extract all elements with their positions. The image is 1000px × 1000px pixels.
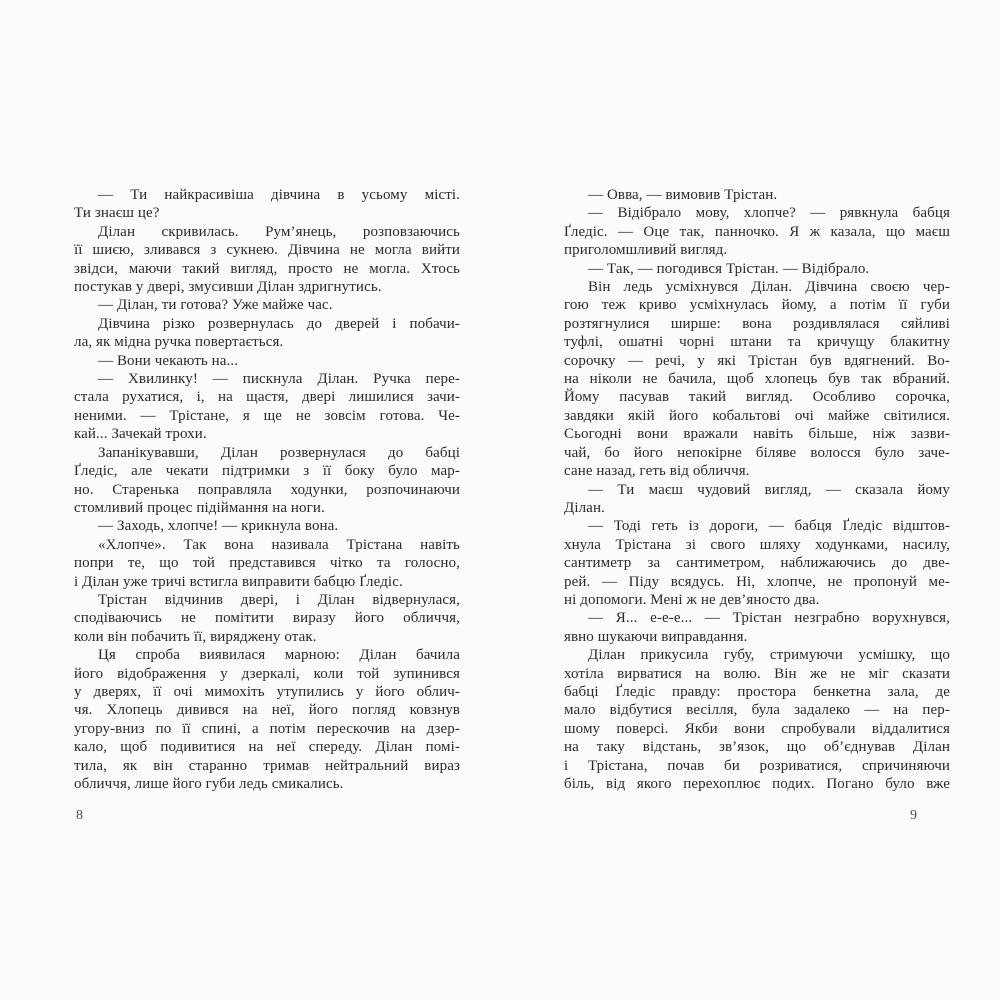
text-line: неними. — Трістане, я ще не зовсім готова. Че- bbox=[74, 407, 460, 424]
text-line: кай... Зачекай трохи. bbox=[74, 426, 207, 443]
text-line: сане назад, геть від обличчя. bbox=[564, 463, 750, 480]
text-line: завдяки якій його кобальтові очі майже світилися. bbox=[564, 407, 950, 424]
text-line: на ніколи не бачила, щоб хлопець був так вбраний. bbox=[564, 371, 950, 388]
text-line: тила, як він старанно тримав нейтральний вираз bbox=[74, 757, 460, 774]
text-line: коли він побачить її, виряджену отак. bbox=[74, 628, 317, 645]
text-line: Ділан прикусила губу, стримуючи усмішку, що bbox=[588, 647, 950, 664]
text-line: Ґледіс. — Оце так, панночко. Я ж казала, що маєш bbox=[564, 223, 950, 240]
page-number-right: 9 bbox=[910, 808, 917, 823]
text-line: Ділан. bbox=[564, 499, 605, 516]
text-line: Трістан відчинив двері, і Ділан відвернулася, bbox=[98, 591, 460, 608]
text-line: — Так, — погодився Трістан. — Відібрало. bbox=[588, 260, 870, 277]
text-line: — Відібрало мову, хлопче? — рявкнула бабця bbox=[588, 205, 950, 222]
text-line: на таку відстань, зв’язок, що об’єднував Ділан bbox=[564, 739, 950, 756]
text-line: угору-вниз по її спині, а потім перескочив на дзер- bbox=[74, 720, 460, 737]
text-line: гою теж криво усміхнулась йому, а потім її губи bbox=[564, 297, 950, 314]
text-line: но. Старенька поправляла ходунки, розпочинаючи bbox=[74, 481, 460, 498]
text-line: «Хлопче». Так вона називала Трістана навіть bbox=[98, 536, 460, 553]
text-line: Запанікувавши, Ділан розвернулася до бабці bbox=[98, 444, 460, 461]
text-line: Ґледіс, але чекати підтримки з її боку було мар- bbox=[74, 463, 460, 480]
text-line: біль, від якого перехоплює подих. Погано було вже bbox=[564, 776, 950, 792]
text-line: попри те, що той представився чітко та голосно, bbox=[74, 555, 460, 572]
text-line: — Ти маєш чудовий вигляд, — сказала йому bbox=[588, 481, 950, 498]
text-line: чай, бо його непокірне біляве волосся було заче- bbox=[564, 444, 950, 461]
text-line: — Вони чекають на... bbox=[98, 352, 239, 369]
text-line: рей. — Піду всядусь. Ні, хлопче, не пропонуй ме- bbox=[564, 573, 950, 590]
text-line: його відображення у дзеркалі, коли той зупинився bbox=[74, 665, 460, 682]
text-line: сорочку — речі, у які Трістан був вдягнений. Во- bbox=[564, 352, 950, 369]
text-line: сподіваючись не помітити виразу його обличчя, bbox=[74, 610, 460, 627]
text-line: — Тоді геть із дороги, — бабця Ґледіс відштов- bbox=[588, 518, 950, 535]
page-number-left: 8 bbox=[76, 808, 83, 823]
text-line: кало, щоб подивитися на неї спереду. Ділан помі- bbox=[74, 739, 460, 756]
text-line: розтягнулися ширше: вона роздивлялася сяйливі bbox=[564, 315, 950, 332]
text-line: туфлі, ошатні чорні штани та кричущу блакитну bbox=[564, 334, 950, 351]
text-line: звідси, маючи такий вигляд, просто не могла. Хтось bbox=[74, 260, 460, 277]
text-line: бабці Ґледіс правду: простора бенкетна зала, де bbox=[564, 683, 950, 700]
text-line: чя. Хлопець дивився на неї, його погляд ковзнув bbox=[74, 702, 460, 719]
text-line: Ти знаєш це? bbox=[74, 205, 160, 222]
text-line: шому поверсі. Якби вони спробували віддалитися bbox=[564, 720, 950, 737]
page-right-text bbox=[564, 186, 950, 793]
text-line: обличчя, лише його губи ледь смикались. bbox=[74, 776, 344, 792]
text-line: мало відбутися весілля, була задалеко — на пер- bbox=[564, 702, 950, 719]
text-line: Йому пасував такий вигляд. Особливо сорочка, bbox=[564, 389, 950, 406]
text-line: — Ділан, ти готова? Уже майже час. bbox=[98, 297, 333, 314]
text-line: її шиєю, зливався з сукнею. Дівчина не могла вийти bbox=[74, 242, 460, 259]
page-left-text bbox=[74, 186, 460, 793]
text-line: і Ділан уже тричі встигла виправити бабцю Ґледіс. bbox=[74, 573, 403, 590]
text-line: — Заходь, хлопче! — крикнула вона. bbox=[98, 518, 339, 535]
text-line: — Овва, — вимовив Трістан. bbox=[588, 187, 778, 203]
text-line: — Я... е-е-е... — Трістан незграбно ворухнувся, bbox=[588, 610, 950, 627]
text-line: хнула Трістана зі свого шляху ходунками, насилу, bbox=[564, 536, 950, 553]
text-line: сантиметр за сантиметром, наближаючись до две- bbox=[564, 555, 950, 572]
text-line: у дверях, її очі мимохіть утупились у його облич- bbox=[74, 683, 460, 700]
text-line: постукав у двері, змусивши Ділан здригнутись. bbox=[74, 279, 382, 296]
text-line: Сьогодні вони вражали навіть більше, ніж зазви- bbox=[564, 426, 950, 443]
text-line: і Трістана, почав би розриватися, спричиняючи bbox=[564, 757, 950, 774]
text-line: хотіла вирватися на волю. Він же не міг сказати bbox=[564, 665, 950, 682]
text-line: Дівчина різко розвернулась до дверей і побачи- bbox=[98, 315, 460, 332]
text-line: явно шукаючи виправдання. bbox=[564, 628, 748, 645]
text-line: Ділан скривилась. Рум’янець, розповзаючись bbox=[98, 223, 460, 240]
text-line: Ця спроба виявилася марною: Ділан бачила bbox=[98, 647, 460, 664]
text-line: ла, як мідна ручка повертається. bbox=[74, 334, 284, 351]
text-line: приголомшливий вигляд. bbox=[564, 242, 728, 259]
text-line: стомливий процес підіймання на ноги. bbox=[74, 499, 325, 516]
text-line: — Хвилинку! — пискнула Ділан. Ручка пере- bbox=[98, 371, 460, 388]
text-line: Він ледь усміхнувся Ділан. Дівчина своєю чер- bbox=[588, 279, 950, 296]
text-line: ні допомоги. Мені ж не дев’яносто два. bbox=[564, 591, 820, 608]
text-line: — Ти найкрасивіша дівчина в усьому місті. bbox=[98, 187, 460, 203]
text-line: стала рухатися, і, на щастя, двері лишилися зачи- bbox=[74, 389, 460, 406]
